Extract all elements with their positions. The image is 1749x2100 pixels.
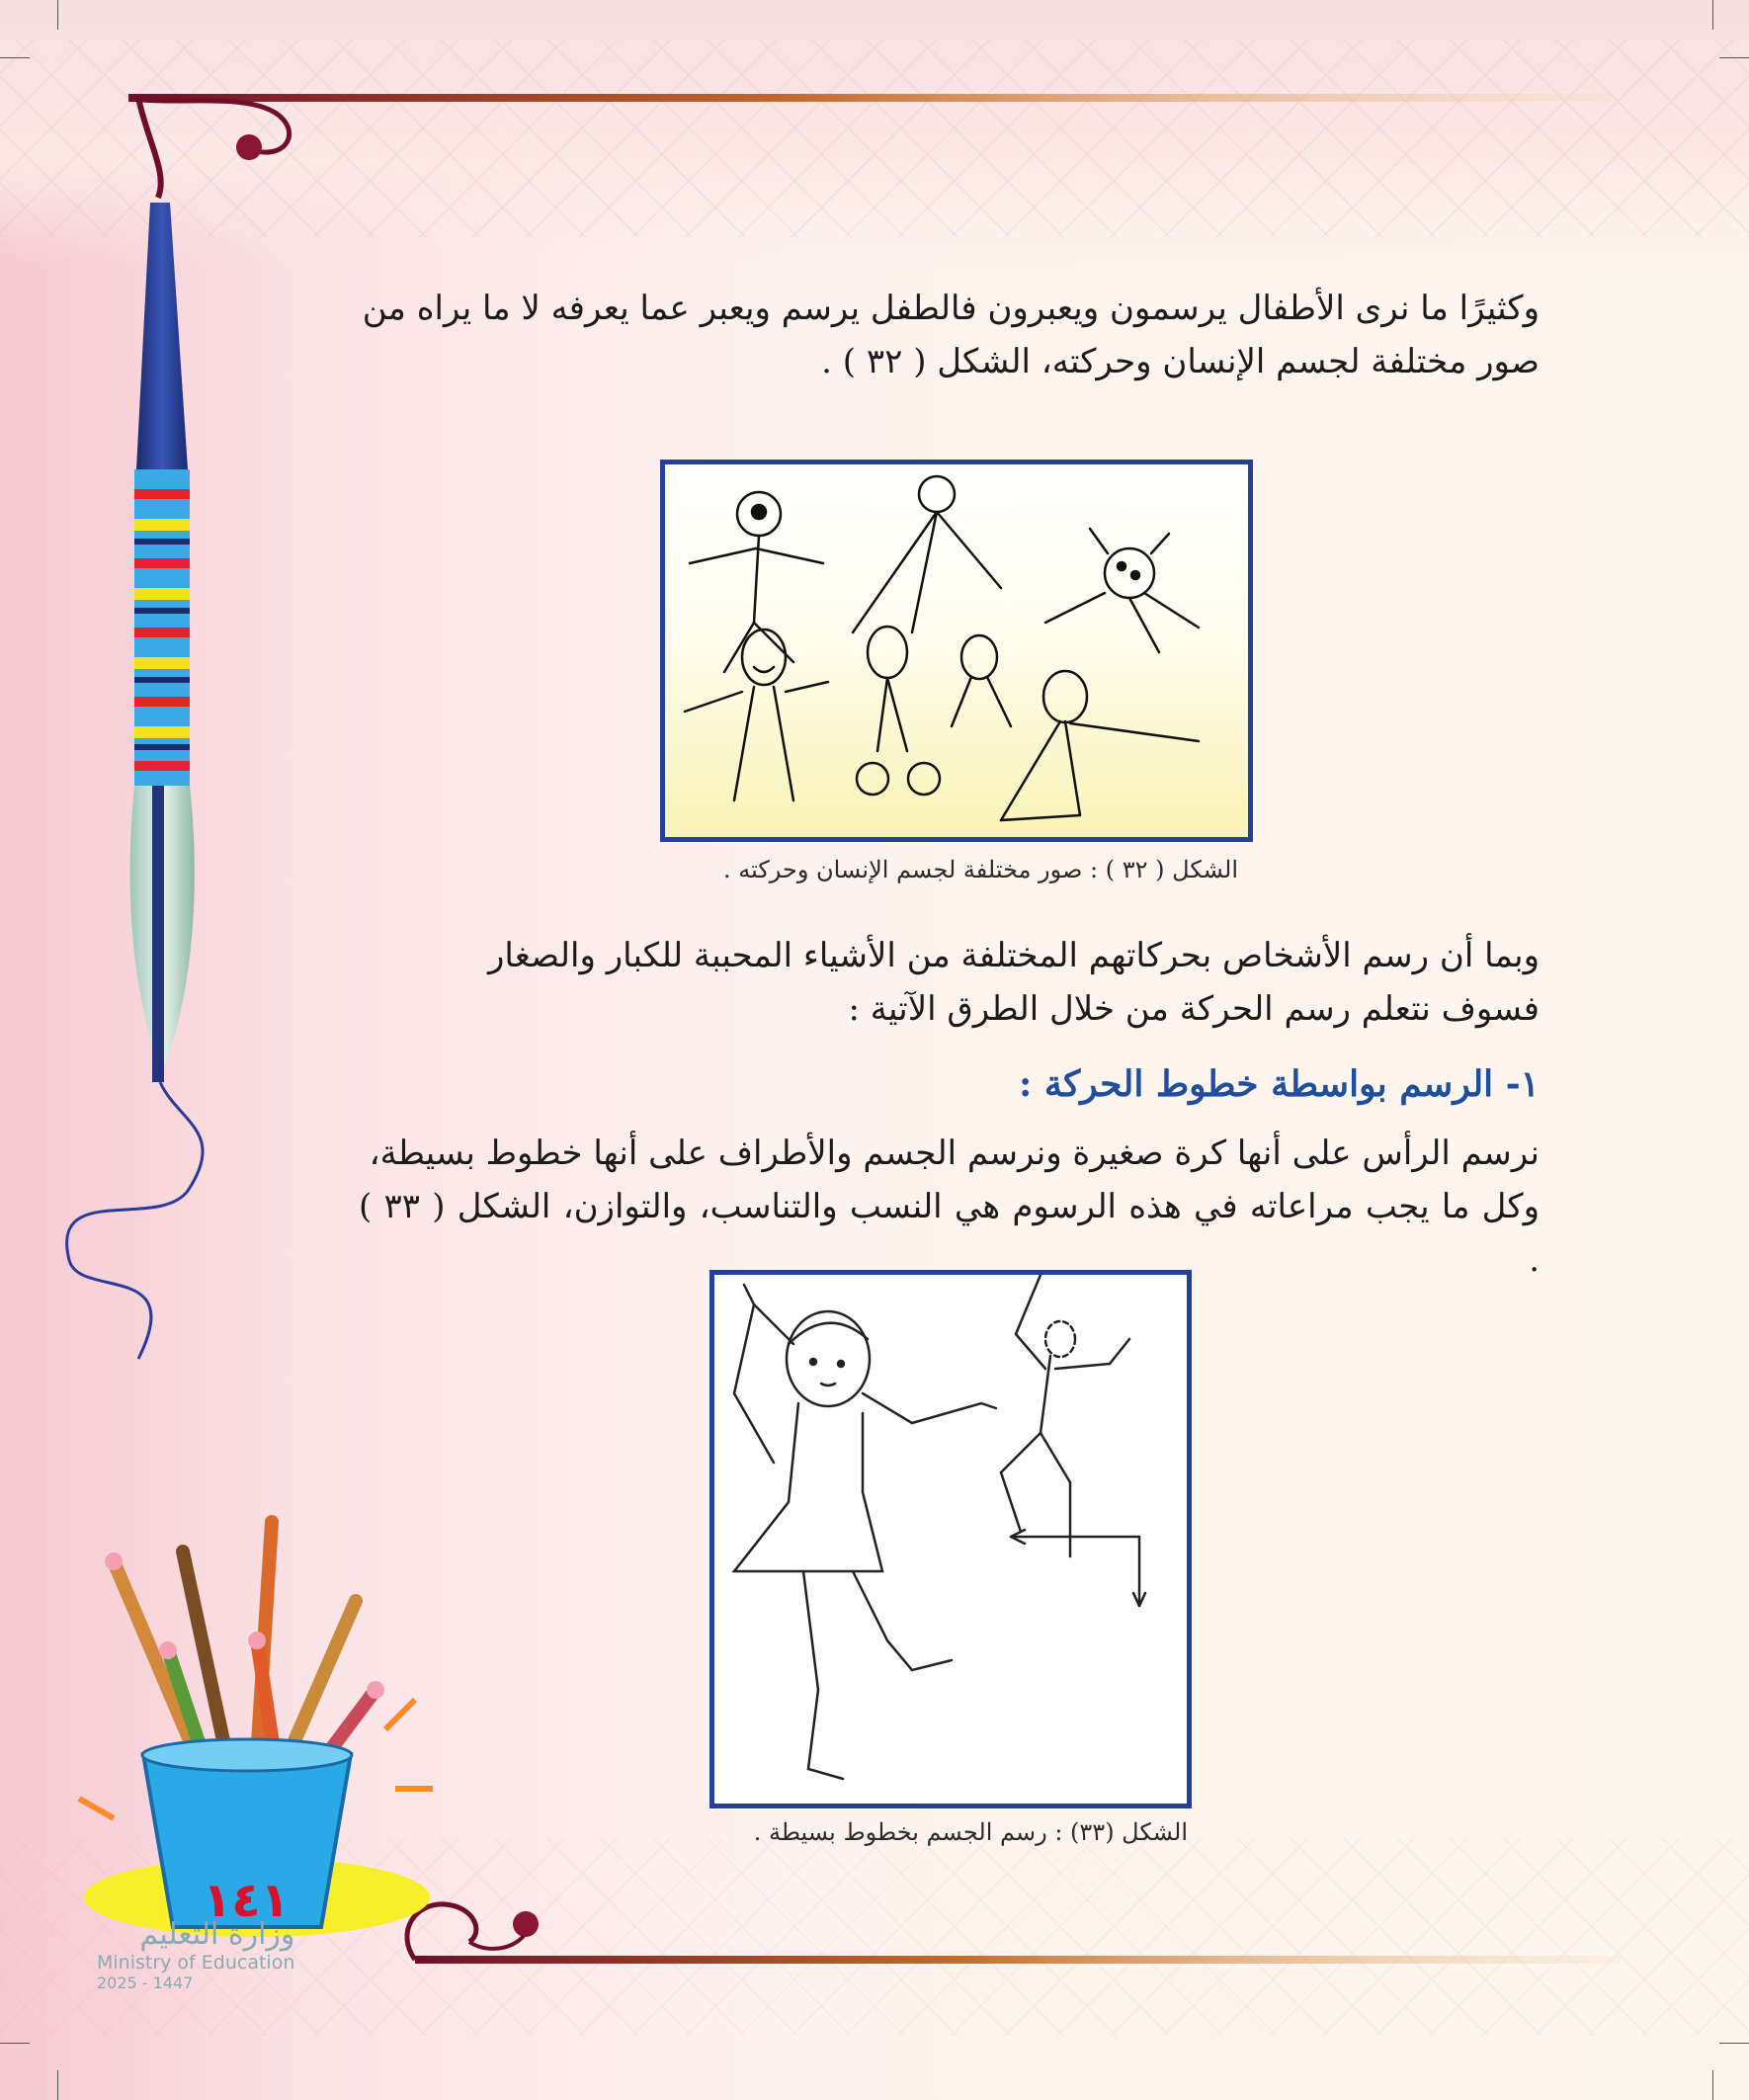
watermark-english: Ministry of Education [97, 1952, 295, 1974]
crop-mark [0, 2043, 30, 2044]
crop-mark [0, 57, 30, 58]
paragraph-3-line-2: وكل ما يجب مراعاته في هذه الرسوم هي النسب والتناسب، والتوازن، الشكل ( ٣٣ ) . [359, 1187, 1540, 1280]
crop-mark [57, 2070, 58, 2100]
paragraph-3-line-1: نرسم الرأس على أنها كرة صغيرة ونرسم الجسم والأطراف على أنها خطوط بسيطة، [369, 1134, 1540, 1173]
paragraph-2-line-2: فسوف نتعلم رسم الحركة من خلال الطرق الآتية : [848, 989, 1540, 1029]
line-body-drawing [714, 1275, 1187, 1804]
figure-33-caption: الشكل (٣٣) : رسم الجسم بخطوط بسيطة . [753, 1818, 1188, 1846]
crop-mark [1719, 2043, 1749, 2044]
top-ornament [128, 84, 1611, 203]
crop-mark [1712, 2070, 1713, 2100]
paragraph-3 [359, 1127, 1540, 1287]
pencil-cup-illustration [59, 1502, 435, 1937]
pen-illustration [40, 193, 227, 1379]
paragraph-1-line-2: صور مختلفة لجسم الإنسان وحركته، الشكل ( ٣٢ ) . [821, 342, 1540, 381]
crop-mark [57, 0, 58, 30]
section-1-heading: ١- الرسم بواسطة خطوط الحركة : [1019, 1063, 1540, 1105]
stick-figures-drawing [665, 464, 1248, 837]
figure-32-children-drawings [660, 460, 1253, 842]
page-number: ١٤١ [203, 1873, 290, 1928]
paragraph-2 [359, 929, 1540, 1036]
paragraph-1-line-1: وكثيرًا ما نرى الأطفال يرسمون ويعبرون فالطفل يرسم ويعبر عما يعرفه لا ما يراه من [362, 289, 1540, 328]
bottom-ornament [375, 1892, 1621, 1972]
crop-mark [1712, 0, 1713, 30]
paragraph-2-line-1: وبما أن رسم الأشخاص بحركاتهم المختلفة من الأشياء المحببة للكبار والصغار [488, 936, 1540, 975]
figure-32-caption: الشكل ( ٣٢ ) : صور مختلفة لجسم الإنسان وحركته . [722, 856, 1238, 883]
watermark-year: 2025 - 1447 [97, 1974, 194, 1992]
crop-mark [1719, 57, 1749, 58]
ministry-watermark [97, 1917, 294, 1992]
watermark-arabic: وزارة التعليم [139, 1917, 295, 1952]
figure-33-simple-line-body [709, 1270, 1192, 1808]
paragraph-1 [359, 282, 1540, 388]
